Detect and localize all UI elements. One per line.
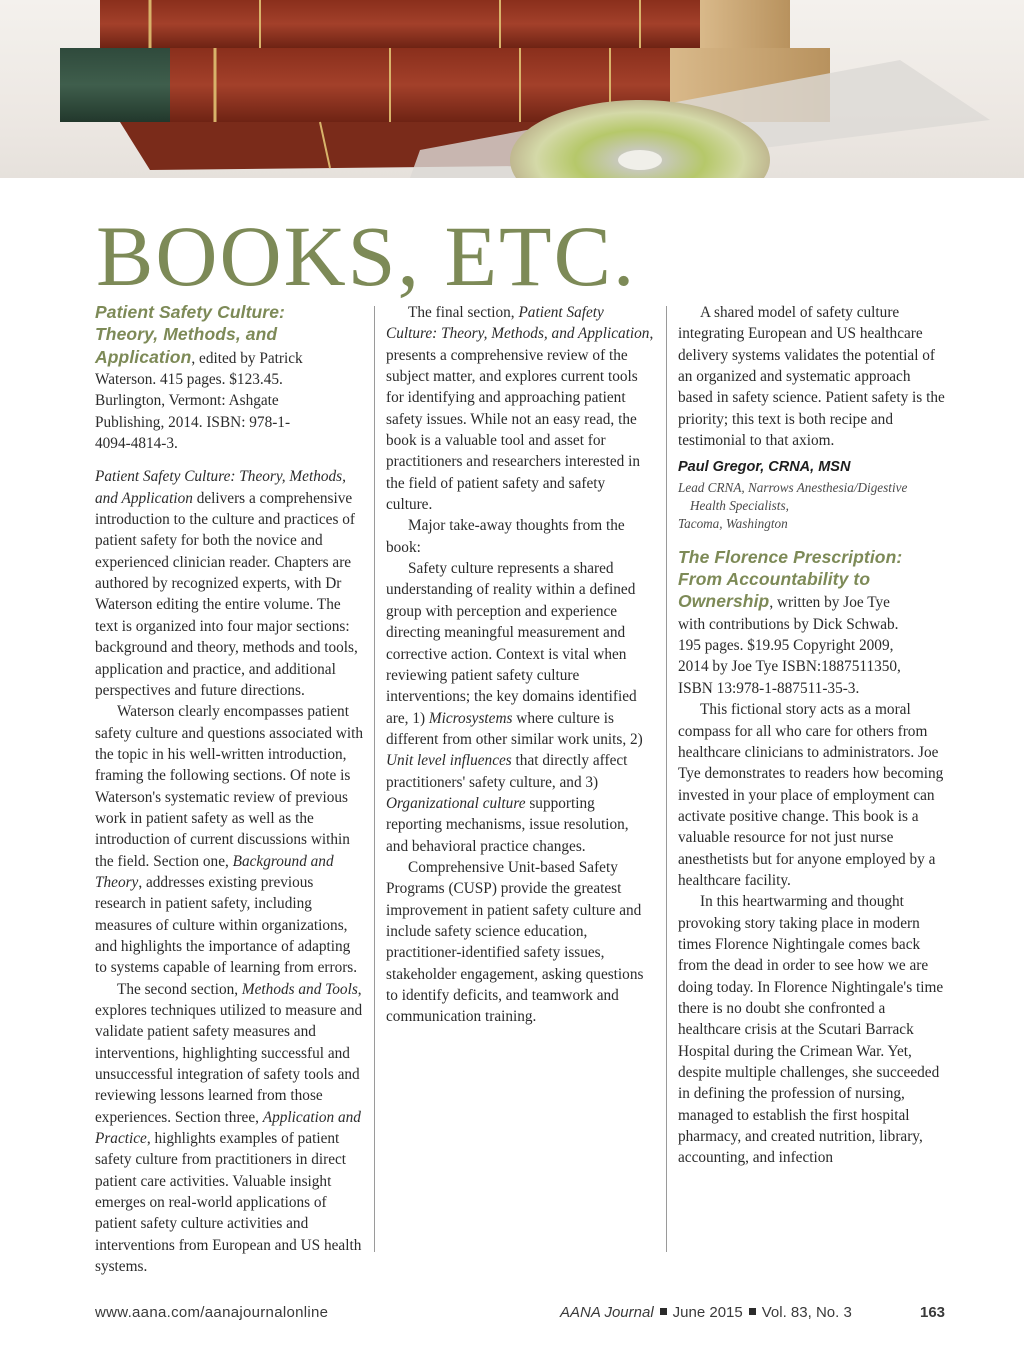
page-number: 163 (920, 1304, 946, 1321)
citation-text: ISBN 13:978-1-887511-35-3. (678, 679, 860, 697)
book-title: The Florence Prescription: (678, 546, 903, 567)
column-divider (666, 306, 667, 1252)
body-text: The second section, (117, 980, 242, 998)
header-photo (0, 0, 1024, 178)
citation-text: 2014 by Joe Tye ISBN:1887511350, (678, 658, 901, 676)
body-text: Waterson clearly encompasses patient safety culture and questions associated with the topic in his well-written introduction, framing the following sections. Of note is Waterson's systematic review of previous work in patient safety as well as the introduction of current discussions within the field. Section one, (95, 703, 364, 870)
review-paragraph: In this heartwarming and thought provoking story taking place in modern times Florence Nightingale comes back from the dead in order to see how we are doing today. In Florence Nightingale's time there is no doubt she confronted a healthcare crisis at the Scutari Barrack Hospital during the Crimean War. Yet, despite multiple challenges, she succeeded in defining the profession of nursing, managed to establish the first hospital pharmacy, and created nutrition, library, accounting, and infection (678, 893, 944, 1167)
citation-text: , written by Joe Tye (769, 594, 890, 612)
review-paragraph (95, 979, 365, 1278)
citation-text: Waterson. 415 pages. $123.45. (95, 371, 283, 389)
citation-text: 195 pages. $19.95 Copyright 2009, (678, 637, 894, 655)
book-title: Application (95, 346, 192, 367)
italic-text: Methods and Tools (241, 980, 358, 998)
italic-text: Unit level influences (386, 752, 512, 770)
body-text: delivers a comprehensive introduction to the culture and practices of patient safety for both the novice and experienced clinician reader. Chapters are authored by recognized experts, with Dr Waterson editing the entire volume. The text is organized into four major sections: background and theory, methods and tools, application and practice, and additional perspectives and future directions. (95, 489, 358, 699)
book-title: Patient Safety Culture: (95, 302, 285, 322)
column-2 (386, 302, 654, 1028)
italic-text: Microsystems (428, 709, 513, 727)
journal-citation (560, 1304, 852, 1321)
review-paragraph: Comprehensive Unit-based Safety Programs (CUSP) provide the greatest improvement in patient safety culture and include safety science education, practitioner-identified safety issues, stakeholder engagement, asking questions to identify deficits, and teamwork and communication training. (386, 858, 644, 1026)
affiliation-line: Tacoma, Washington (678, 515, 788, 531)
body-text: Safety culture represents a shared understanding of reality within a defined group with perception and experience directing meaningful measurement and corrective action. Context is vital when reviewing patient safety culture interventions; the key domains identified are, 1) (386, 560, 637, 727)
review-paragraph: Major take-away thoughts from the book: (386, 517, 625, 556)
body-text: The final section, (408, 304, 519, 321)
review-paragraph: A shared model of safety culture integrating European and US healthcare delivery systems validates the potential of an organized and systematic approach based in safety science. Patient safety is the priority; this text is both recipe and testimonial to that axiom. (678, 304, 945, 450)
column-1 (95, 302, 365, 1277)
reviewer-affiliation (678, 479, 948, 533)
review-paragraph (386, 558, 654, 857)
body-text: , presents a comprehensive review of the subject matter, and explores current tools for identifying and approaching patient safety issues. While not an easy read, the book is a valuable tool and asset for practitioners and researchers interested in the field of patient safety and safety culture. (386, 325, 654, 514)
journal-name: AANA Journal (560, 1304, 654, 1321)
italic-text: Application and Practice (95, 1108, 361, 1148)
body-text: , addresses existing previous research in patient safety, including measures of culture within organizations, and highlights the importance of adapting to systems capable of learning from errors. (95, 873, 358, 977)
volume-number: Vol. 83, No. 3 (761, 1304, 852, 1321)
italic-text: Organizational culture (386, 794, 526, 812)
journal-url: www.aana.com/aanajournalonline (95, 1304, 329, 1321)
body-text: that directly affect practitioners' safety culture, and 3) (386, 752, 628, 791)
book-title: Ownership (678, 591, 770, 612)
column-divider (374, 306, 375, 1252)
reviewer-name: Paul Gregor, CRNA, MSN (678, 459, 851, 476)
book-citation (95, 302, 365, 454)
body-text: , explores techniques utilized to measure and validate patient safety measures and interventions, highlighting successful and unsuccessful integration of safety tools and reviewing lessons learned from those experiences. Section three, (95, 980, 363, 1126)
page-title: BOOKS, ETC. (96, 208, 637, 304)
italic-text: Patient Safety Culture: Theory, Methods, and Application (386, 304, 650, 343)
book-title: Theory, Methods, and (95, 324, 278, 345)
body-text: where culture is different from other similar work units, 2) (386, 709, 643, 748)
citation-text: 4094-4814-3. (95, 435, 178, 453)
body-text: , highlights examples of patient safety culture from practitioners in direct patient care activities. Valuable insight emerges on real-world applications of patient safety culture activities and interventions from European and US health systems. (95, 1130, 362, 1276)
citation-text: with contributions by Dick Schwab. (678, 615, 899, 633)
book-citation (678, 547, 948, 699)
books-illustration (0, 0, 1024, 178)
column-3 (678, 302, 948, 1169)
bullet-square (749, 1308, 756, 1315)
italic-text: Background and Theory (95, 852, 334, 891)
book-title: From Accountability to (678, 569, 871, 590)
issue-date: June 2015 (672, 1304, 743, 1321)
affiliation-line: Lead CRNA, Narrows Anesthesia/Digestive (678, 479, 908, 495)
citation-text: , edited by Patrick (191, 349, 303, 367)
italic-text: Patient Safety Culture: Theory, Methods, and Application (95, 468, 346, 507)
citation-text: Burlington, Vermont: Ashgate (95, 392, 279, 410)
citation-text: Publishing, 2014. ISBN: 978-1- (95, 413, 291, 431)
body-text: supporting reporting mechanisms, issue resolution, and behavioral practice changes. (386, 794, 629, 855)
bullet-square (660, 1308, 667, 1315)
review-paragraph (95, 466, 365, 701)
affiliation-line: Health Specialists, (690, 497, 789, 513)
review-paragraph (386, 302, 654, 515)
review-paragraph (95, 701, 365, 978)
review-paragraph: This fictional story acts as a moral compass for all who care for others from healthcare clinicians to administrators. Joe Tye demonstrates to readers how becoming invested in your place of employment can activate positive change. This book is a valuable resource for not just nurse anesthetists but for anyone employed by a healthcare facility. (678, 701, 944, 889)
